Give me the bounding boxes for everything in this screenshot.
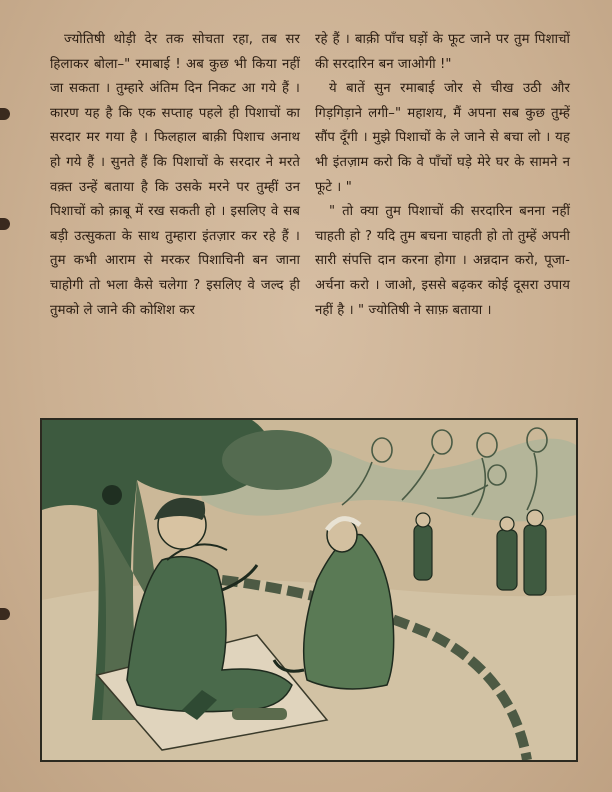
astrologer-and-woman-illustration xyxy=(40,418,578,762)
paragraph: ये बातें सुन रमाबाई जोर से चीख उठी और गिड़गिड़ाने लगी–" महाशय, मैं अपना सब कुछ तुम्हें सौंप दूँगी । मुझे पिशाचों के ले जाने से बचा लो । यह भी इंतज़ाम करो कि वे पाँचों घड़े मेरे घर के सामने न फूटे । " xyxy=(315,81,570,195)
illustration-drawing xyxy=(42,420,576,760)
paragraph: ज्योतिषी थोड़ी देर तक सोचता रहा, तब सर हिलाकर बोला–" रमाबाई ! अब कुछ भी किया नहीं जा सकता । तुम्हारे अंतिम दिन निकट आ गये हैं । कारण यह है कि एक सप्ताह पहले ही पिशाचों का सरदार मर गया है । फिलहाल बाक़ी पिशाच अनाथ हो गये हैं । सुनते हैं कि पिशाचों के सरदार ने मरते वक़्त उन्हें बताया है कि उसके मरने पर तुम्हीं उन पिशाचों को क़ाबू में रख सकती हो । इसलिए वे सब बड़ी उत्सुकता के साथ तुम्हारा इंतज़ार कर रहे हैं । तुम कभी आराम से मरकर पिशाचिनी बन जाना चाहोगी तो भला कैसे चलेगा ? इसलिए वे जल्द ही तुमको ले जाने की कोशिश कर xyxy=(50,32,300,318)
paragraph: रहे हैं । बाक़ी पाँच घड़ों के फूट जाने पर तुम पिशाचों की सरदारिन बन जाओगी !" xyxy=(315,32,570,72)
story-text-left-column xyxy=(50,28,300,323)
story-text-right-column xyxy=(315,28,570,323)
punch-hole xyxy=(0,218,10,230)
punch-hole xyxy=(0,108,10,120)
punch-hole xyxy=(0,608,10,620)
paragraph: " तो क्या तुम पिशाचों की सरदारिन बनना नहीं चाहती हो ? यदि तुम बचना चाहती हो तो तुम्हें अपनी सारी संपत्ति दान करना होगा । अन्नदान करो, पूजा-अर्चना करो । जाओ, इससे बढ़कर कोई दूसरा उपाय नहीं है । " ज्योतिषी ने साफ़ बताया । xyxy=(315,204,570,318)
